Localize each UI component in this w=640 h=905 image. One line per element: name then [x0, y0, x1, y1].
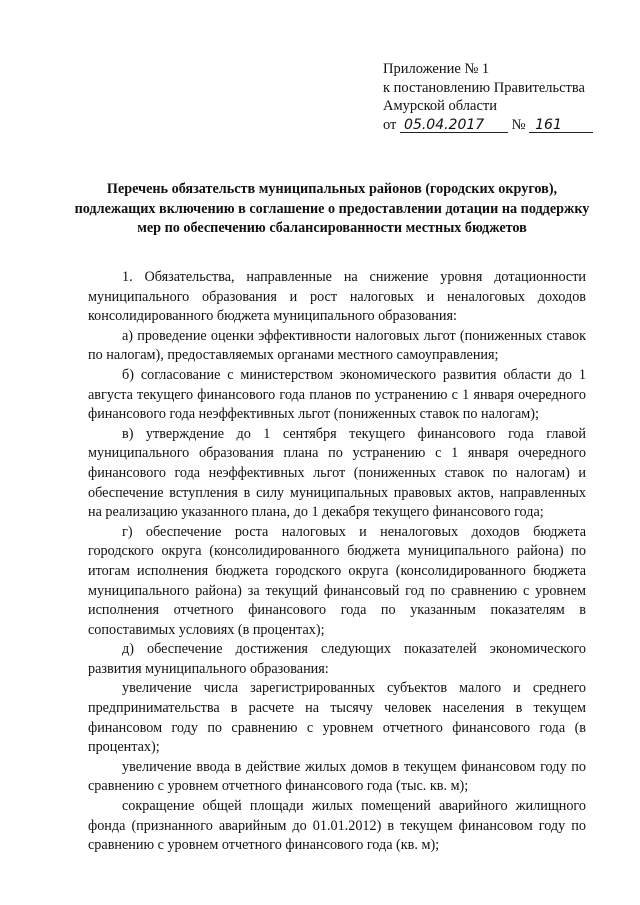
appendix-date-number-line — [383, 116, 593, 135]
paragraph-g: г) обеспечение роста налоговых и неналоговых доходов бюджета городского округа (консолидированного бюджета муниципального района) по итогам исполнения бюджета городского округа (консолидированного бюджета муниципального района) за текущий финансовый год по сравнению с уровнем исполнения отчетного финансового года по указанным показателям в сопоставимых условиях (в процентах); — [88, 523, 586, 638]
appendix-block — [383, 60, 593, 134]
paragraph-a: а) проведение оценки эффективности налоговых льгот (пониженных ставок по налогам), предоставляемых органами местного самоуправления; — [88, 327, 586, 364]
paragraph-d-item-3: сокращение общей площади жилых помещений аварийного жилищного фонда (признанного аварийным до 01.01.2012) в текущем финансовом году по сравнению с уровнем отчетного финансового года (кв. м); — [88, 798, 586, 854]
paragraph-d: д) обеспечение достижения следующих показателей экономического развития муниципального образования: — [88, 641, 586, 677]
handwritten-date: 05.04.2017 — [400, 118, 508, 133]
paragraph-b: б) согласование с министерством экономического развития области до 1 августа текущего финансового года планов по устранению с 1 января очередного финансового года неэффективных льгот (пониженных ставок по налогам); — [88, 366, 586, 423]
paragraph-d-item-2: увеличение ввода в действие жилых домов в текущем финансовом году по сравнению с уровнем отчетного финансового года (тыс. кв. м); — [88, 758, 586, 795]
appendix-title: Приложение № 1 — [383, 61, 490, 77]
number-prefix: № — [511, 116, 526, 133]
handwritten-number: 161 — [529, 118, 593, 133]
appendix-resolution: к постановлению Правительства — [383, 79, 585, 96]
date-prefix: от — [383, 116, 397, 133]
paragraph-v: в) утверждение до 1 сентября текущего финансового года главой муниципального образования плана по устранению с 1 января очередного финансового года неэффективных льгот (пониженных ставок по налогам) и обеспечение вступления в силу муниципальных правовых актов, направленных на реализацию указанного плана, до 1 декабря текущего финансового года; — [88, 425, 586, 521]
document-title: Перечень обязательств муниципальных районов (городских округов), подлежащих включению в соглашение о предоставлении дотации на поддержку мер по обеспечению сбалансированности местных бюджетов — [74, 181, 590, 236]
paragraph-d-item-1: увеличение числа зарегистрированных субъектов малого и среднего предпринимательства в расчете на тысячу человек населения в текущем финансовом году по сравнению с уровнем отчетного финансового года (в процентах); — [88, 680, 586, 756]
paragraph-1: 1. Обязательства, направленные на снижение уровня дотационности муниципального образования и рост налоговых и неналоговых доходов консолидированного бюджета муниципального образования: — [88, 269, 586, 325]
document-body — [88, 268, 586, 856]
appendix-region: Амурской области — [383, 98, 497, 114]
